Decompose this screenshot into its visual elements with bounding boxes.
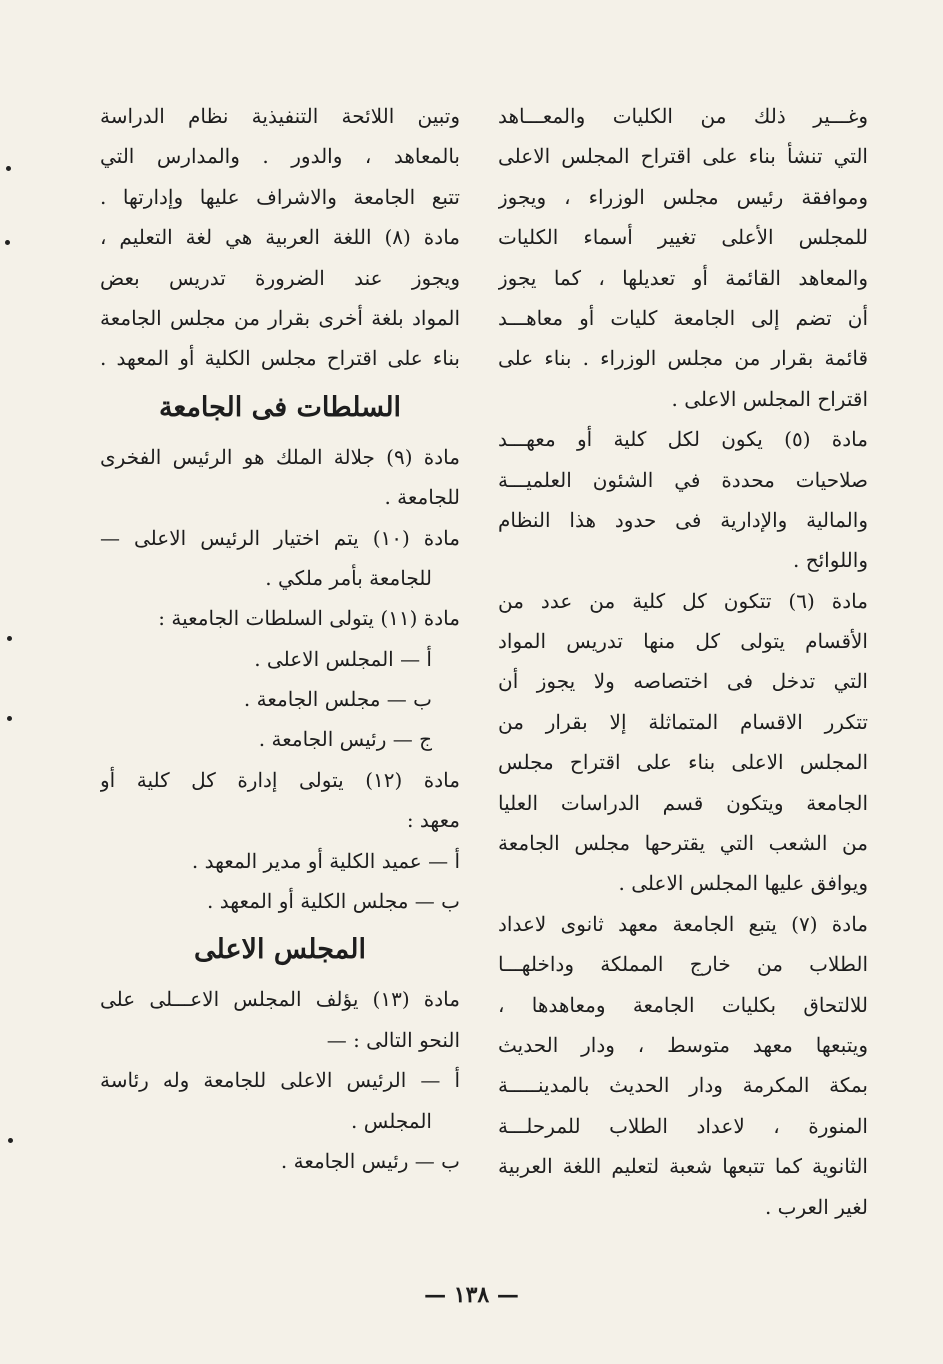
text-line: تتكرر الاقسام المتماثلة إلا بقرار من xyxy=(498,709,868,734)
left-column xyxy=(100,96,460,1181)
text-line: النحو التالى : — xyxy=(326,1027,460,1052)
text-line: للالتحاق بكليات الجامعة ومعاهدها ، xyxy=(498,992,868,1017)
text-line: صلاحيات محددة في الشئون العلميـــة xyxy=(498,467,868,492)
text-line: بالمعاهد ، والدور . والمدارس التي xyxy=(100,144,460,169)
text-line: المنورة ، لاعداد الطلاب للمرحلـــة xyxy=(498,1113,868,1138)
article-6: مادة (٦) تتكون كل كلية من عدد من xyxy=(498,588,868,613)
text-line: معهد : xyxy=(406,808,460,833)
list-item: ب — مجلس الجامعة . xyxy=(243,687,432,712)
article-7: مادة (٧) يتبع الجامعة معهد ثانوى لاعداد xyxy=(498,911,868,936)
text-line: المواد بلغة أخرى بقرار من مجلس الجامعة xyxy=(100,305,460,330)
text-line: والمالية والإدارية فى حدود هذا النظام xyxy=(498,507,868,532)
list-item: أ — الرئيس الاعلى للجامعة وله رئاسة xyxy=(100,1068,460,1093)
section-heading-authorities: السلطات فى الجامعة xyxy=(158,391,402,423)
text-line: أن تضم إلى الجامعة كليات أو معاهـــد xyxy=(498,305,868,330)
text-line: بناء على اقتراح مجلس الكلية أو المعهد . xyxy=(100,346,460,371)
section-heading-council: المجلس الاعلى xyxy=(194,934,366,966)
text-line: ويوافق عليها المجلس الاعلى . xyxy=(618,871,868,896)
text-line: من الشعب التي يقترحها مجلس الجامعة xyxy=(498,831,868,856)
text-line: ويجوز عند الضرورة تدريس بعض xyxy=(100,265,460,290)
text-line: للمجلس الأعلى تغيير أسماء الكليات xyxy=(498,225,868,250)
text-line: الثانوية كما تتبعها شعبة لتعليم اللغة العربية xyxy=(498,1154,868,1179)
text-line: اقتراح المجلس الاعلى . xyxy=(671,386,868,411)
article-11: مادة (١١) يتولى السلطات الجامعية : xyxy=(158,606,460,631)
text-line: ويتبعها معهد متوسط ، ودار الحديث xyxy=(498,1032,868,1057)
page-number: — ١٣٨ — xyxy=(424,1282,519,1308)
text-line: قائمة بقرار من مجلس الوزراء . بناء على xyxy=(498,346,868,371)
list-item: أ — المجلس الاعلى . xyxy=(254,646,432,671)
scan-speck xyxy=(5,240,10,245)
text-line: الأقسام يتولى كل منها تدريس المواد xyxy=(498,629,868,654)
list-item: ب — رئيس الجامعة . xyxy=(280,1148,460,1173)
text-line: وغـــير ذلك من الكليات والمعـــاهد xyxy=(498,104,868,128)
scan-speck xyxy=(6,166,11,171)
text-line: الجامعة ويتكون قسم الدراسات العليا xyxy=(498,790,868,815)
article-13: مادة (١٣) يؤلف المجلس الاعـــلى على xyxy=(100,987,460,1012)
scan-speck xyxy=(8,1138,13,1143)
list-item: أ — عميد الكلية أو مدير المعهد . xyxy=(191,848,460,873)
text-line: للجامعة بأمر ملكي . xyxy=(265,565,432,590)
article-8: مادة (٨) اللغة العربية هي لغة التعليم ، xyxy=(100,225,460,250)
text-line: واللوائح . xyxy=(792,548,868,573)
text-line: لغير العرب . xyxy=(764,1194,868,1219)
text-line: وموافقة رئيس مجلس الوزراء ، ويجوز xyxy=(498,184,868,209)
article-12: مادة (١٢) يتولى إدارة كل كلية أو xyxy=(100,767,460,792)
text-line: والمعاهد القائمة أو تعديلها ، كما يجوز xyxy=(498,265,868,290)
text-line: التي تنشأ بناء على اقتراح المجلس الاعلى xyxy=(498,144,868,169)
text-line: الطلاب من خارج المملكة وداخلهـــا xyxy=(498,952,868,977)
scan-speck xyxy=(7,636,12,641)
text-line: بمكة المكرمة ودار الحديث بالمدينـــــة xyxy=(498,1073,868,1098)
list-item: ب — مجلس الكلية أو المعهد . xyxy=(207,889,460,914)
list-item: ج — رئيس الجامعة . xyxy=(258,727,432,752)
article-5: مادة (٥) يكون لكل كلية أو معهـــد xyxy=(498,427,868,452)
text-line: التي تدخل فى اختصاصه ولا يجوز أن xyxy=(498,669,868,694)
article-10: مادة (١٠) يتم اختيار الرئيس الاعلى — xyxy=(100,525,460,550)
text-line: المجلس الاعلى بناء على اقتراح مجلس xyxy=(498,750,868,775)
right-column xyxy=(498,96,868,1227)
article-9: مادة (٩) جلالة الملك هو الرئيس الفخرى xyxy=(100,444,460,469)
text-line: المجلس . xyxy=(351,1108,432,1133)
text-line: تتبع الجامعة والاشراف عليها وإدارتها . xyxy=(100,184,460,209)
text-line: للجامعة . xyxy=(384,485,460,510)
text-line: وتبين اللائحة التنفيذية نظام الدراسة xyxy=(100,104,460,128)
scan-speck xyxy=(7,716,12,721)
